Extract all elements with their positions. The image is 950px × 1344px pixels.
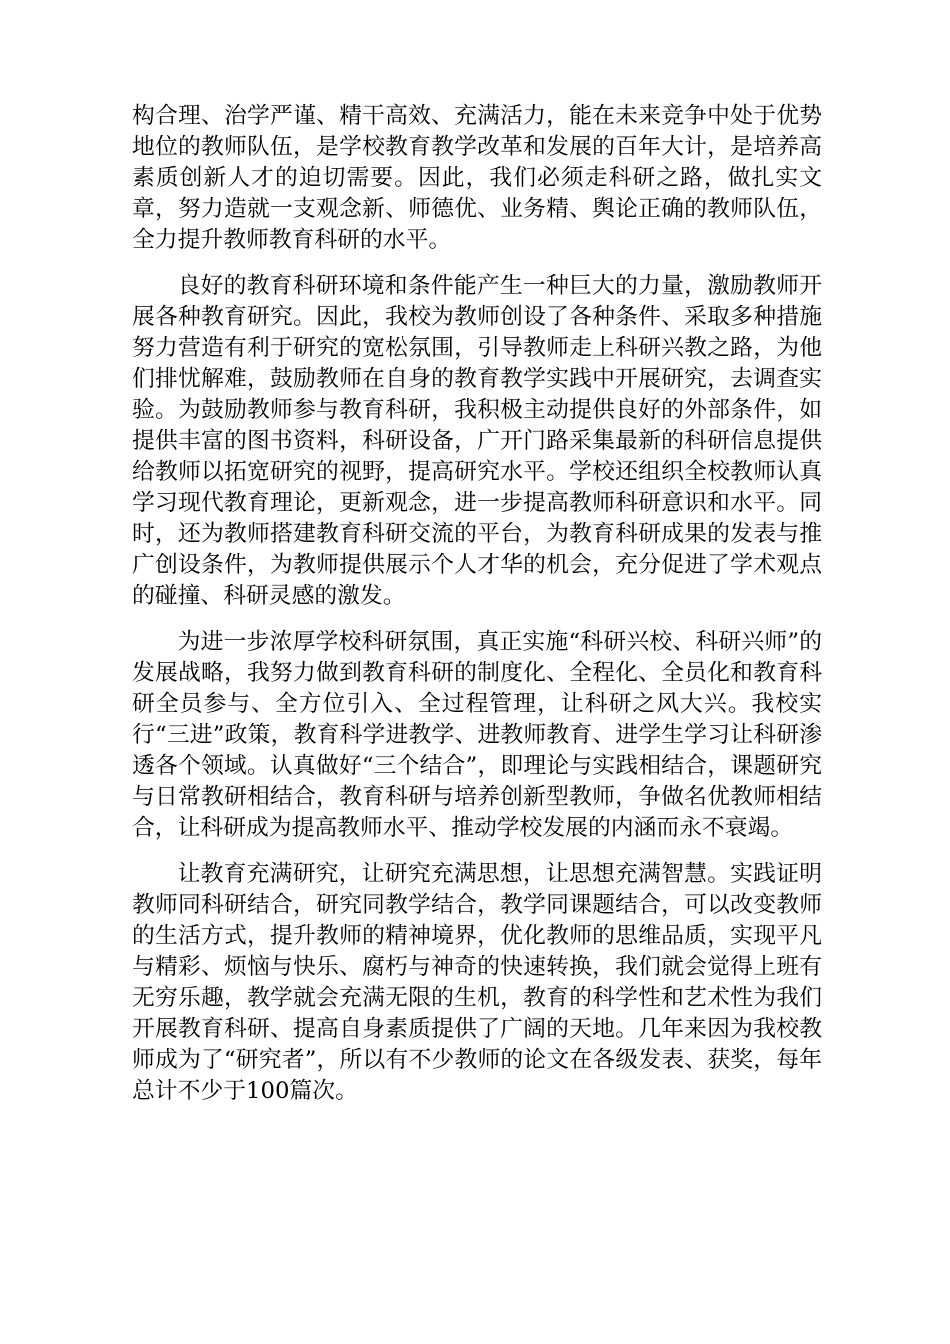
paragraph-4: 让教育充满研究，让研究充满思想，让思想充满智慧。实践证明教师同科研结合，研究同教学结合，教学同课题结合，可以改变教师的生活方式，提升教师的精神境界，优化教师的思维品质，实现平凡与精彩、烦恼与快乐、腐朽与神奇的快速转换，我们就会觉得上班有无穷乐趣，教学就会充满无限的生机，教育的科学性和艺术性为我们开展教育科研、提高自身素质提供了广阔的天地。几年来因为我校教师成为了“研究者”，所以有不少教师的论文在各级发表、获奖，每年总计不少于100篇次。 bbox=[132, 861, 822, 1104]
paragraph-1: 构合理、治学严谨、精干高效、充满活力，能在未来竞争中处于优势地位的教师队伍，是学校教育教学改革和发展的百年大计，是培养高素质创新人才的迫切需要。因此，我们必须走科研之路，做扎实文章，努力造就一支观念新、师德优、业务精、舆论正确的教师队伍，全力提升教师教育科研的水平。 bbox=[132, 103, 822, 253]
paragraph-2: 良好的教育科研环境和条件能产生一种巨大的力量，激励教师开展各种教育研究。因此，我校为教师创设了各种条件、采取多种措施努力营造有利于研究的宽松氛围，引导教师走上科研兴教之路，为他们排忧解难，鼓励教师在自身的教育教学实践中开展研究，去调查实验。为鼓励教师参与教育科研，我积极主动提供良好的外部条件，如提供丰富的图书资料，科研设备，广开门路采集最新的科研信息提供给教师以拓宽研究的视野，提高研究水平。学校还组织全校教师认真学习现代教育理论，更新观念，进一步提高教师科研意识和水平。同时，还为教师搭建教育科研交流的平台，为教育科研成果的发表与推广创设条件，为教师提供展示个人才华的机会，充分促进了学术观点的碰撞、科研灵感的激发。 bbox=[132, 273, 822, 609]
paragraph-3: 为进一步浓厚学校科研氛围，真正实施“科研兴校、科研兴师”的发展战略，我努力做到教育科研的制度化、全程化、全员化和教育科研全员参与、全方位引入、全过程管理，让科研之风大兴。我校实行“三进”政策，教育科学进教学、进教师教育、进学生学习让科研渗透各个领域。认真做好“三个结合”，即理论与实践相结合，课题研究与日常教研相结合，教育科研与培养创新型教师，争做名优教师相结合，让科研成为提高教师水平、推动学校发展的内涵而永不衰竭。 bbox=[132, 629, 822, 841]
document-body bbox=[132, 101, 822, 1122]
